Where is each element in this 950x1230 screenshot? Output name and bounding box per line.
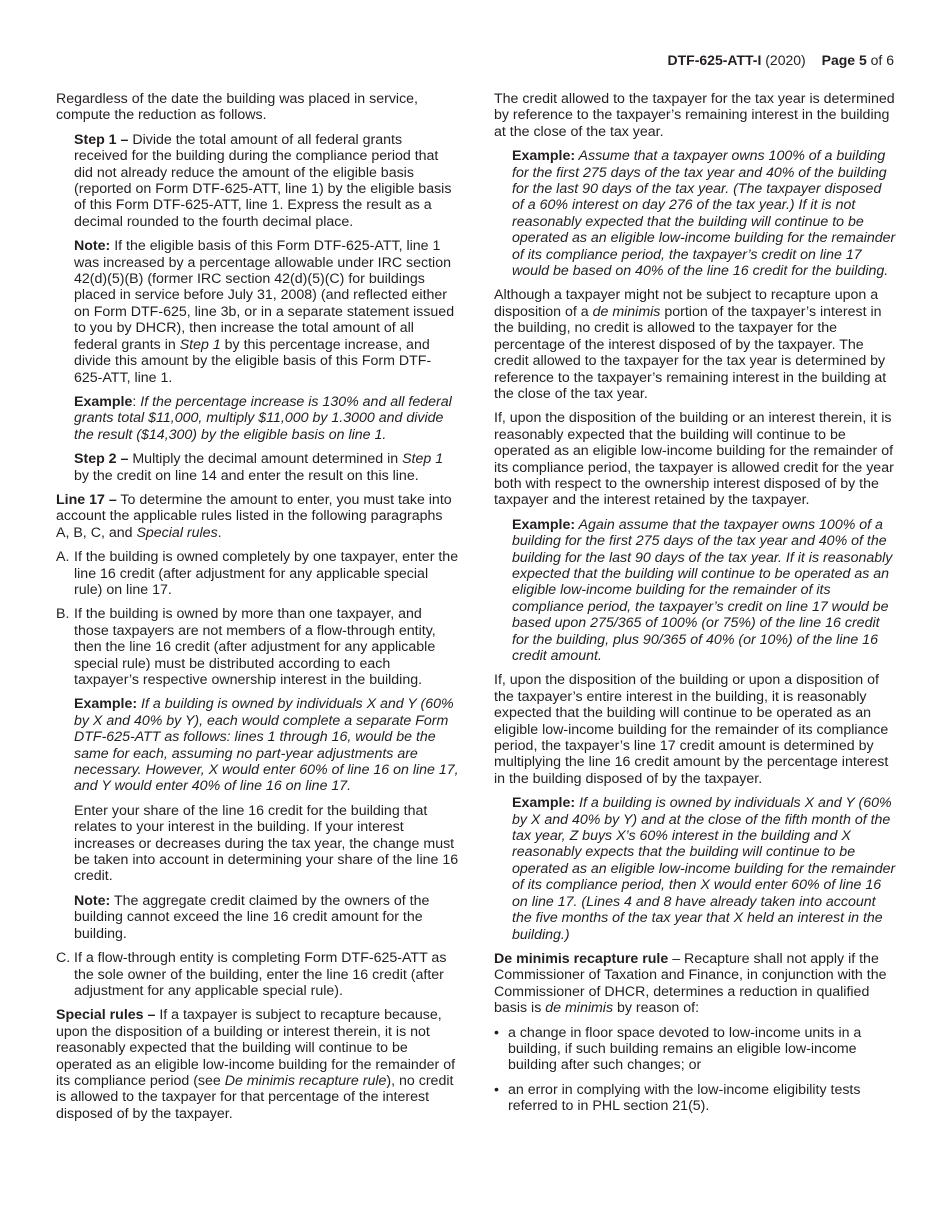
example-label: Example <box>74 393 133 410</box>
paragraph-b-note: Note: The aggregate credit claimed by the owners of the building cannot exceed the line 16 credit amount for the building. <box>74 892 430 942</box>
paragraph-b-example: Example: If a building is owned by individuals X and Y (60% by X and 40% by Y), each would complete a separate Form DTF-625-ATT as follows: lines 1 through 16, would be the same for each, assuming no part-year adjustments are necessary. However, X would enter 60% of line 16 on line 17, and Y would enter 40% of line 16 on line 17. <box>74 696 459 795</box>
special-rules-paragraph: Special rules – If a taxpayer is subject to recapture because, upon the disposition of a building or interest therein, it is not reasonably expected that the building will continue to be operated as an eligible low-income building for the remainder of its compliance period (see De minimis recapture rule), no credit is allowed to the taxpayer for that percentage of the interest disposed of by the taxpayer. <box>56 1007 456 1122</box>
de-minimis-rule-paragraph: De minimis recapture rule – Recapture shall not apply if the Commissioner of Taxation and Finance, in conjunction with the Commissioner of DHCR, determines a reduction in qualified basis is de minimis by reason of: <box>494 950 887 1017</box>
form-year: (2020) <box>765 52 806 68</box>
bullet-item: • a change in floor space devoted to low-income units in a building, if such building remains an eligible low-income building after such changes; or <box>494 1024 862 1074</box>
bullet-marker: • <box>494 1081 499 1098</box>
entire-interest-paragraph: If, upon the disposition of the building or upon a disposition of the taxpayer’s entire interest in the building, it is reasonably expected that the building will continue to be operated as an eligible low-income building for the remainder of its compliance period, the taxpayer’s line 17 credit amount is determined by multiplying the line 16 credit amount by the percentage interest in the building disposed of by the taxpayer. <box>494 672 889 787</box>
de-minimis-reference: De minimis recapture rule <box>224 1072 387 1089</box>
note-paragraph: Note: If the eligible basis of this Form DTF-625-ATT, line 1 was increased by a percentage allowable under IRC section 42(d)(5)(B) (former IRC section 42(d)(5)(C) for buildings placed in service before July 31, 2008) (and reflected either on Form DTF-625, line 3b, or in a separate statement issued to you by DHCR), then increase the total amount of all federal grants in Step 1 by this percentage increase, and divide this amount by the eligible basis of this Form DTF-625-ATT, line 1. <box>74 238 455 386</box>
paragraph-c: C. If a flow-through entity is completing Form DTF-625-ATT as the sole owner of the building, enter the line 16 credit (after adjustment for any applicable special rule). <box>56 950 447 999</box>
list-marker-a: A. <box>56 549 70 566</box>
intro-paragraph: Regardless of the date the building was placed in service, compute the reduction as follows. <box>56 91 418 124</box>
de-minimis-portion-paragraph: Although a taxpayer might not be subject to recapture upon a disposition of a de minimis portion of the taxpayer’s interest in the building, no credit is allowed to the taxpayer for the percentage of the interest disposed of by the taxpayer. The credit allowed to the taxpayer for the tax year is determined by reference to the taxpayer’s remaining interest in the building at the close of the tax year. <box>494 287 887 402</box>
left-column <box>56 91 459 1130</box>
credit-allowed-paragraph: The credit allowed to the taxpayer for the tax year is determined by reference to the taxpayer’s remaining interest in the building at the close of the tax year. <box>494 91 895 140</box>
list-marker-b: B. <box>56 606 70 623</box>
disposition-paragraph: If, upon the disposition of the building or an interest therein, it is reasonably expected that the building will continue to be operated as an eligible low-income building for the remainder of its compliance period, the taxpayer is allowed credit for the year both with respect to the ownership interest disposed of by the taxpayer and the interest retained by the taxpayer. <box>494 410 894 509</box>
page-label: Page 5 <box>821 52 867 68</box>
step-1-label: Step 1 – <box>74 131 129 148</box>
paragraph-b-share: Enter your share of the line 16 credit for the building that relates to your interest in the building. If your interest increases or decreases during the tax year, the change must be taken into account in determining your share of the line 16 credit. <box>74 802 459 885</box>
paragraph-a: A. If the building is owned completely by one taxpayer, enter the line 16 credit (after adjustment for any applicable special rule) on line 17. <box>56 549 459 598</box>
bullet-item: • an error in complying with the low-income eligibility tests referred to in PHL section 21(5). <box>494 1081 861 1115</box>
list-marker-c: C. <box>56 950 71 967</box>
right-column <box>494 91 896 1123</box>
example-3-paragraph: Example: If a building is owned by individuals X and Y (60% by X and 40% by Y) and at the close of the fifth month of the tax year, Z buys X’s 60% interest in the building and X reasonably expects that the building will continue to be operated as an eligible low-income building for the remainder of its compliance period, then X would enter 60% of line 16 on line 17. (Lines 4 and 8 have already taken into account the five months of the tax year that X held an interest in the building.) <box>512 795 896 943</box>
note-label: Note: <box>74 238 111 255</box>
page-of: of 6 <box>870 52 894 68</box>
page-header <box>668 52 895 69</box>
de-minimis-rule-label: De minimis recapture rule <box>494 950 669 967</box>
form-id: DTF-625-ATT-I <box>667 52 762 68</box>
step-1-paragraph: Step 1 – Divide the total amount of all federal grants received for the building during the compliance period that did not already reduce the amount of the eligible basis (reported on Form DTF-625-ATT, line 1) by the eligible basis of this Form DTF-625-ATT, line 1. Express the result as a decimal rounded to the fourth decimal place. <box>74 131 452 230</box>
example-paragraph: Example: If the percentage increase is 130% and all federal grants total $11,000, multiply $11,000 by 1.3000 and divide the result ($14,300) by the eligible basis on line 1. <box>74 393 452 443</box>
bullet-marker: • <box>494 1024 499 1041</box>
line-17-label: Line 17 – <box>56 491 117 508</box>
special-rules-label: Special rules – <box>56 1007 156 1024</box>
paragraph-b: B. If the building is owned by more than one taxpayer, and those taxpayers are not members of a flow-through entity, then the line 16 credit (after adjustment for any applicable special rule) must be distributed according to each taxpayer’s respective ownership interest in the building. Example: If a building is owned by individuals X and Y (60% by X and 40% by Y), each would complete a separate Form DTF-625-ATT as follows: lines 1 through 16, would be the same for each, assuming no part-year adjustments are necessary. However, X would enter 60% of line 16 on line 17, and Y would enter 40% of line 16 on line 17. Enter your share of the line 16 credit for the building that relates to your interest in the building. If your interest increases or decreases during the tax year, the change must be taken into account in determining your share of the line 16 credit. Note: The aggregate credit claimed by the owners of the building cannot exceed the line 16 credit amount for the building. <box>56 606 459 942</box>
example-2-paragraph: Example: Again assume that the taxpayer owns 100% of a building for the first 275 days of the tax year and 40% of the building for the last 90 days of the tax year. If it is reasonably expected that the building will continue to be operated as an eligible low-income building for the remainder of its compliance period, the taxpayer’s credit on line 17 would be based upon 275/365 of 100% (or 75%) of the line 16 credit for the building, plus 90/365 of 40% (or 10%) of the line 16 credit amount. <box>512 516 893 664</box>
step-2-paragraph: Step 2 – Multiply the decimal amount determined in Step 1 by the credit on line 14 and enter the result on this line. <box>74 451 444 484</box>
step-2-label: Step 2 – <box>74 451 129 468</box>
example-1-paragraph: Example: Assume that a taxpayer owns 100% of a building for the first 275 days of the tax year and 40% of the building for the last 90 days of the tax year. (The taxpayer disposed of a 60% interest on day 276 of the tax year.) If it is not reasonably expected that the building will continue to be operated as an eligible low-income building for the remainder of its compliance period, the taxpayer’s credit on line 17 would be based on 40% of the line 16 credit for the building. <box>512 148 896 280</box>
line-17-paragraph: Line 17 – To determine the amount to enter, you must take into account the applicable rules listed in the following paragraphs A, B, C, and Special rules. <box>56 491 452 541</box>
